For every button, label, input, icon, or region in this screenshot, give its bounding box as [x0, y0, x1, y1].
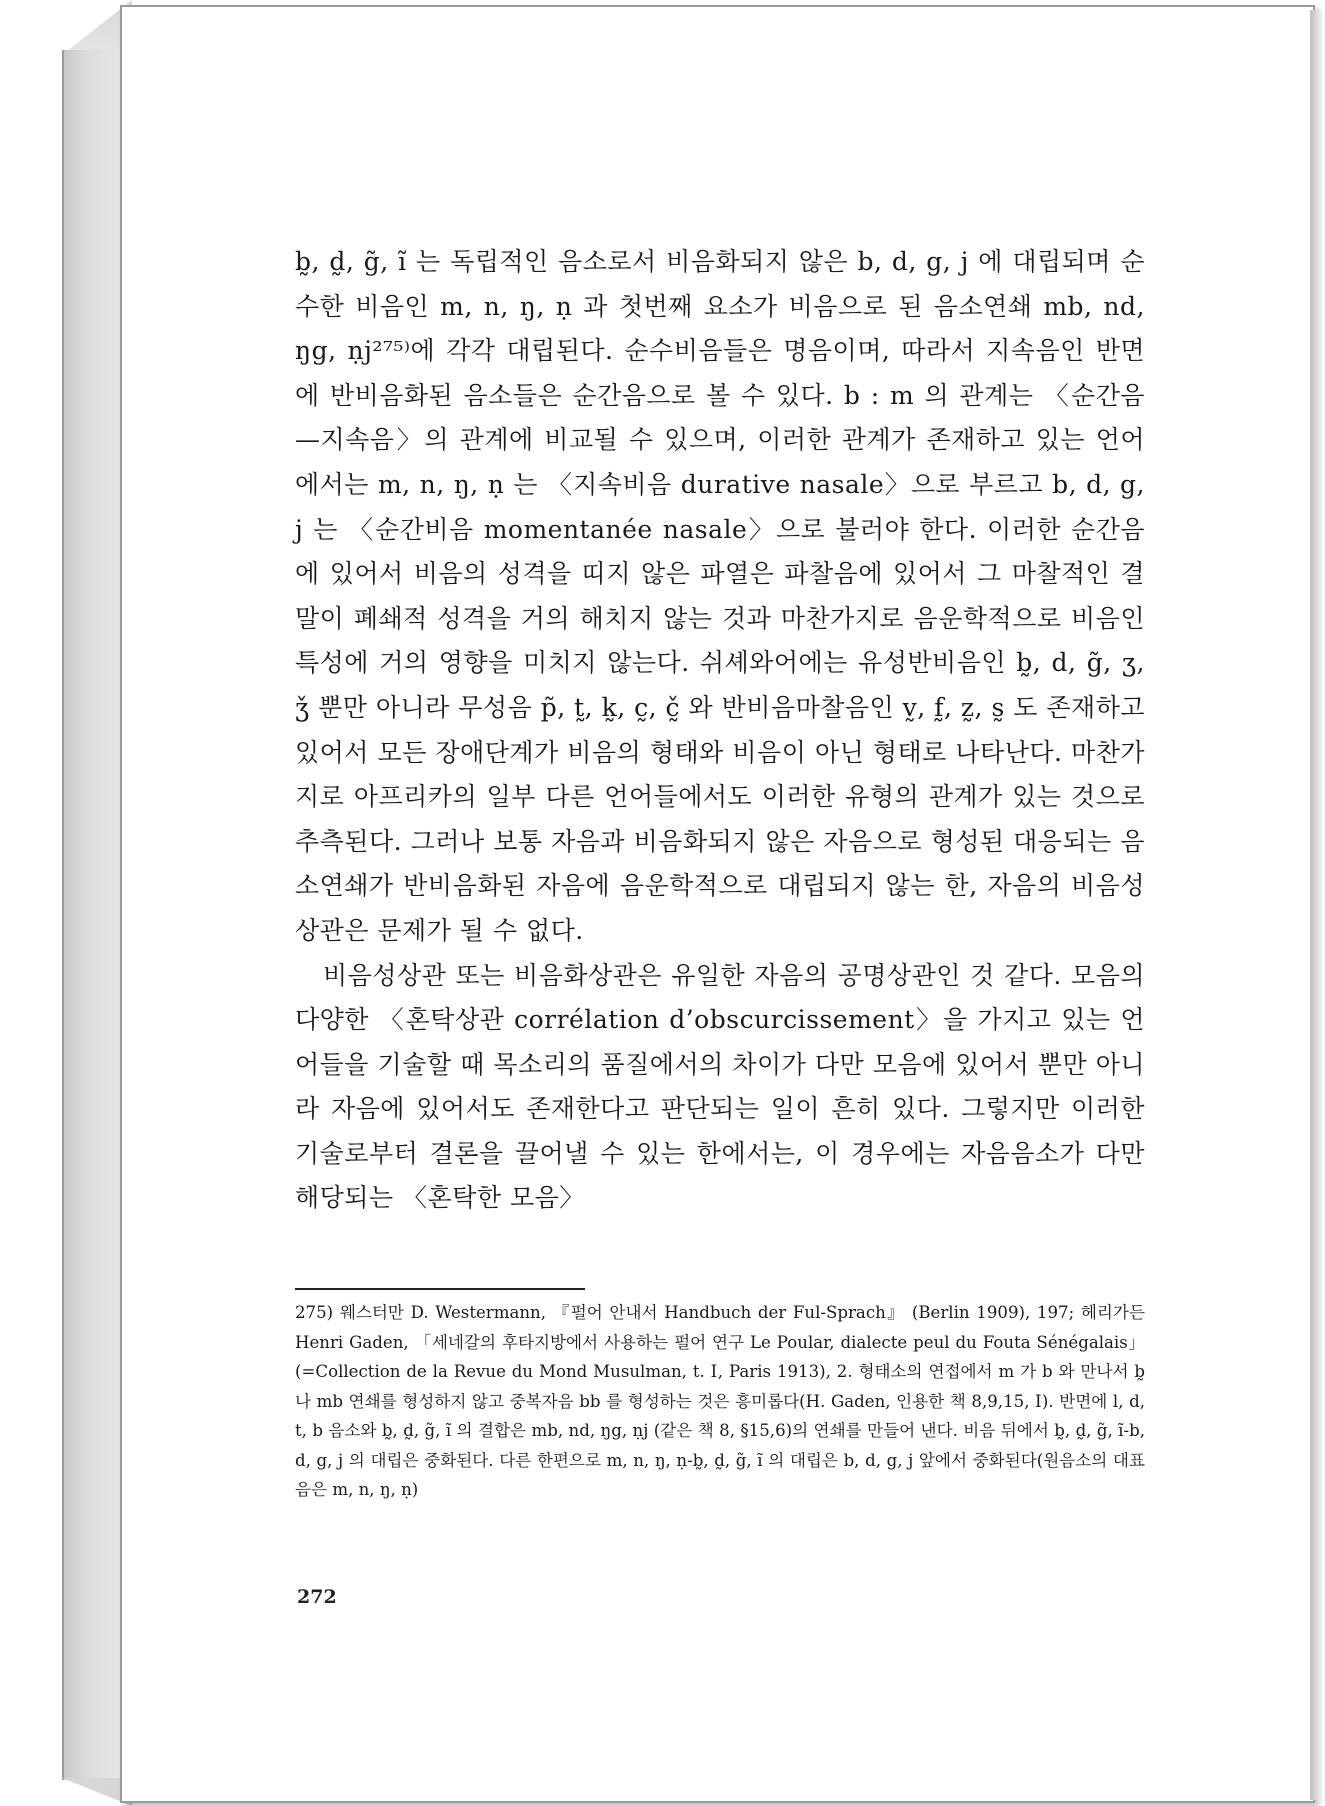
footnotes [295, 1298, 1145, 1505]
book-spine [62, 50, 124, 1780]
footnote-275: 275) 웨스터만 D. Westermann, 『펄어 안내서 Handbuch der Ful-Sprach』 (Berlin 1909), 197; 헤리가든 Henri Gaden, 「세네갈의 후타지방에서 사용하는 펄어 연구 Le Poular, dialecte peul du Fouta Sénégalais」 (=Collection de la Revue du Mond Musulman, t. Ⅰ, Paris 1913), 2. 형태소의 연접에서 m 가 b 와 만나서 b̰ 나 mb 연쇄를 형성하지 않고 중복자음 bb 를 형성하는 것은 흥미롭다(H. Gaden, 인용한 책 8,9,15, Ⅰ). 반면에 l, d, t, b 음소와 b̰, d̰, g̃, ĩ 의 결합은 mb, nd, ŋg, ṇj (같은 책 8, §15,6)의 연쇄를 만들어 낸다. 비음 뒤에서 b̰, d̰, g̃, ĩ-b, d, g, j 의 대립은 중화된다. 다른 한편으로 m, n, ŋ, ṇ-b̰, d̰, g̃, ĩ 의 대립은 b, d, g, j 앞에서 중화된다(원음소의 대표음은 m, n, ŋ, ṇ) [295, 1303, 1145, 1499]
footnote-divider [295, 1288, 585, 1290]
paragraph-1: b̰, d̰, g̃, ĩ 는 독립적인 음소로서 비음화되지 않은 b, d, g, j 에 대립되며 순수한 비음인 m, n, ŋ, ṇ 과 첫번째 요소가 비음으로 된 음소연쇄 mb, nd, ŋg, ṇj²⁷⁵⁾에 각각 대립된다. 순수비음들은 명음이며, 따라서 지속음인 반면에 반비음화된 음소들은 순간음으로 볼 수 있다. b : m 의 관계는 〈순간음—지속음〉의 관계에 비교될 수 있으며, 이러한 관계가 존재하고 있는 언어에서는 m, n, ŋ, ṇ 는 〈지속비음 durative nasale〉으로 부르고 b, d, g, j 는 〈순간비음 momentanée nasale〉으로 불러야 한다. 이러한 순간음에 있어서 비음의 성격을 띠지 않은 파열은 파찰음에 있어서 그 마찰적인 결말이 폐쇄적 성격을 거의 해치지 않는 것과 마찬가지로 음운학적으로 비음인 특성에 거의 영향을 미치지 않는다. 쉬셰와어에는 유성반비음인 b̰, d, g̃, ʒ, ǯ 뿐만 아니라 무성음 p̃, t̰, k̰, c̰, č̰ 와 반비음마찰음인 v̰, f̰, z̰, s̰ 도 존재하고 있어서 모든 장애단계가 비음의 형태와 비음이 아닌 형태로 나타난다. 마찬가지로 아프리카의 일부 다른 언어들에서도 이러한 유형의 관계가 있는 것으로 추측된다. 그러나 보통 자음과 비음화되지 않은 자음으로 형성된 대응되는 음소연쇄가 반비음화된 자음에 음운학적으로 대립되지 않는 한, 자음의 비음성상관은 문제가 될 수 없다. [295, 247, 1145, 945]
paragraph-2: 비음성상관 또는 비음화상관은 유일한 자음의 공명상관인 것 같다. 모음의 다양한 〈혼탁상관 corrélation d’obscurcissement〉을 가지고 있는 언어들을 기술할 때 목소리의 품질에서의 차이가 다만 모음에 있어서 뿐만 아니라 자음에 있어서도 존재한다고 판단되는 일이 흔히 있다. 그렇지만 이러한 기술로부터 결론을 끌어낼 수 있는 한에서는, 이 경우에는 자음음소가 다만 해당되는 〈혼탁한 모음〉 [295, 960, 1145, 1213]
page-edge [1310, 10, 1320, 1800]
body-text [295, 240, 1145, 1221]
page-number: 272 [297, 1586, 337, 1608]
